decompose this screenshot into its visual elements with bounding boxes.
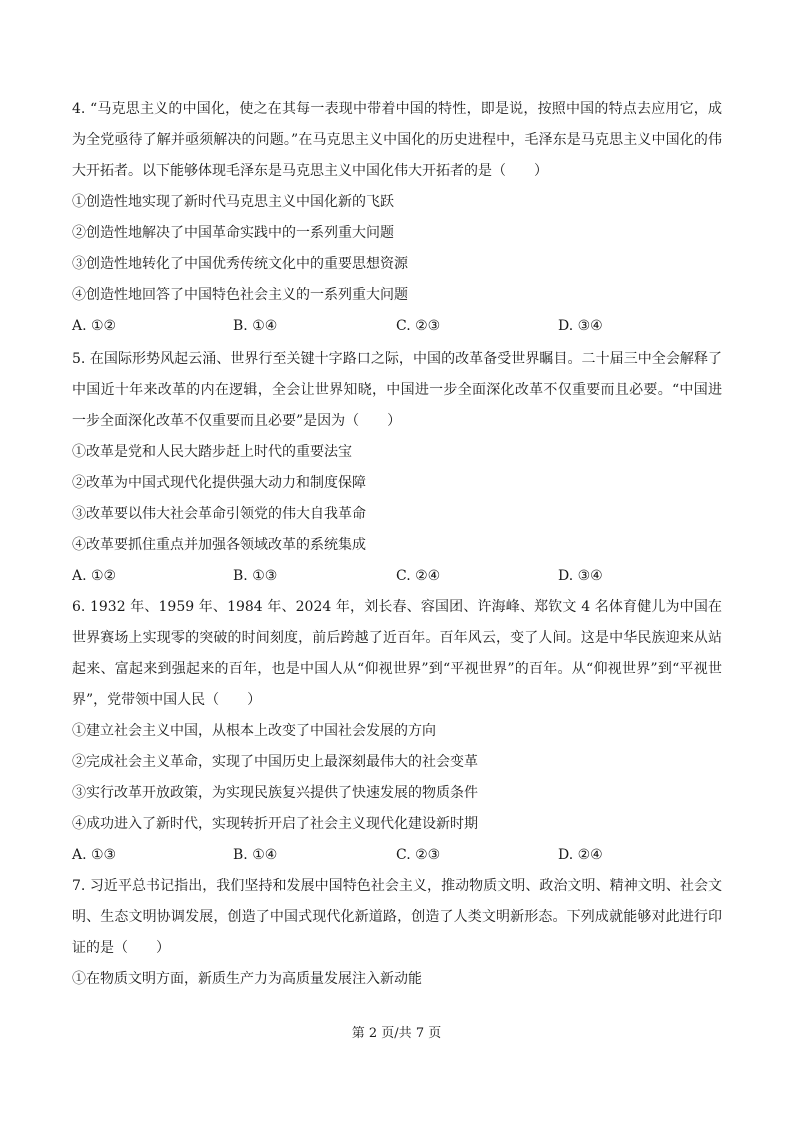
option-statement: ④成功进入了新时代，实现转折开启了社会主义现代化建设新时期 (72, 816, 478, 832)
choice-d[interactable]: D. ③④ (558, 318, 603, 334)
choice-a[interactable]: A. ①③ (72, 847, 117, 863)
answer-choices (72, 561, 722, 592)
option-statement: ①改革是党和人民大踏步赶上时代的重要法宝 (72, 444, 352, 460)
exam-page (72, 94, 722, 995)
option-statement: ④创造性地回答了中国特色社会主义的一系列重大问题 (72, 287, 408, 303)
page-footer: 第 2 页/共 7 页 (351, 1026, 442, 1041)
choice-a[interactable]: A. ①② (72, 318, 117, 334)
option-statement: ③创造性地转化了中国优秀传统文化中的重要思想资源 (72, 256, 408, 272)
answer-choices (72, 840, 722, 871)
question-7 (72, 871, 722, 995)
answer-choices (72, 311, 722, 342)
option-statement: ④改革要抓住重点并加强各领域改革的系统集成 (72, 537, 366, 553)
question-4 (72, 94, 722, 342)
option-statement: ②改革为中国式现代化提供强大动力和制度保障 (72, 475, 366, 491)
option-statement: ②完成社会主义革命，实现了中国历史上最深刻最伟大的社会变革 (72, 754, 478, 770)
question-stem: 6. 1932 年、1959 年、1984 年、2024 年，刘长春、容国团、许海峰、郑钦文 4 名体育健儿为中国在世界赛场上实现零的突破的时间刻度，前后跨越了近百年。百年风云，变了人间。这是中华民族迎来从站起来、富起来到强起来的百年，也是中国人从“仰视世界”到“平视世界”的百年。从“仰视世界”到“平视世界”，党带领中国人民（ ） (72, 599, 722, 708)
question-stem: 5. 在国际形势风起云涌、世界行至关键十字路口之际，中国的改革备受世界瞩目。二十届三中全会解释了中国近十年来改革的内在逻辑，全会让世界知晓，中国进一步全面深化改革不仅重要而且必要。“中国进一步全面深化改革不仅重要而且必要”是因为（ ） (72, 351, 722, 429)
option-statement: ①在物质文明方面，新质生产力为高质量发展注入新动能 (72, 971, 422, 987)
choice-a[interactable]: A. ①② (72, 568, 117, 584)
choice-d[interactable]: D. ③④ (558, 568, 603, 584)
option-statement: ①创造性地实现了新时代马克思主义中国化新的飞跃 (72, 194, 394, 210)
choice-d[interactable]: D. ②④ (558, 847, 603, 863)
choice-b[interactable]: B. ①④ (233, 847, 278, 863)
option-statement: ③实行改革开放政策，为实现民族复兴提供了快速发展的物质条件 (72, 785, 478, 801)
question-stem: 7. 习近平总书记指出，我们坚持和发展中国特色社会主义，推动物质文明、政治文明、精神文明、社会文明、生态文明协调发展，创造了中国式现代化新道路，创造了人类文明新形态。下列成就能够对此进行印证的是（ ） (72, 878, 722, 956)
choice-b[interactable]: B. ①③ (233, 568, 278, 584)
question-stem: 4. “马克思主义的中国化，使之在其每一表现中带着中国的特性，即是说，按照中国的特点去应用它，成为全党亟待了解并亟须解决的问题。”在马克思主义中国化的历史进程中，毛泽东是马克思主义中国化的伟大开拓者。以下能够体现毛泽东是马克思主义中国化伟大开拓者的是（ ） (72, 101, 722, 179)
choice-c[interactable]: C. ②③ (396, 318, 441, 334)
choice-c[interactable]: C. ②④ (396, 568, 441, 584)
question-6 (72, 592, 722, 871)
question-5 (72, 344, 722, 592)
choice-c[interactable]: C. ②③ (396, 847, 441, 863)
option-statement: ③改革要以伟大社会革命引领党的伟大自我革命 (72, 506, 366, 522)
option-statement: ②创造性地解决了中国革命实践中的一系列重大问题 (72, 225, 394, 241)
choice-b[interactable]: B. ①④ (233, 318, 278, 334)
option-statement: ①建立社会主义中国，从根本上改变了中国社会发展的方向 (72, 723, 436, 739)
